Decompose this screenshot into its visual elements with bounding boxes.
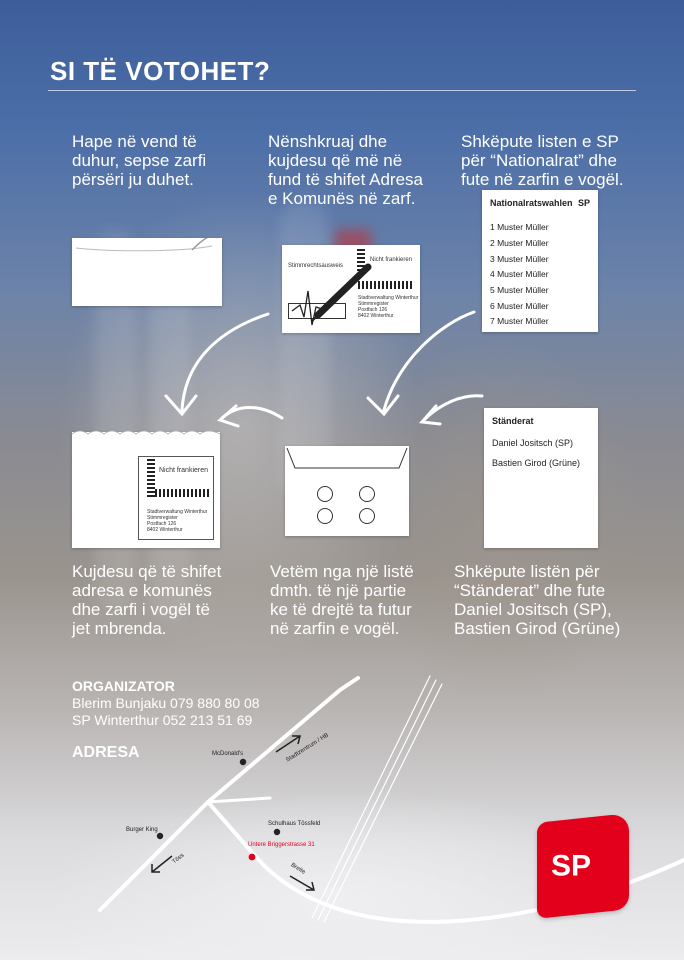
step-6-text: Shkëpute listën për “Ständerat” dhe fute Daniel Jositsch (SP), Bastien Girod (Grüne) [454, 562, 621, 638]
list-item: 3 Muster Müller [490, 254, 549, 264]
return-envelope-stamp: Nicht frankieren [159, 467, 209, 474]
map-label-destination: Untere Briggerstrasse 31 [248, 842, 315, 848]
list-item: 7 Muster Müller [490, 316, 549, 326]
step-4-text: Kujdesu që të shifet adresa e komunës dhe zarfi i vogël të jet mbrenda. [72, 562, 222, 638]
list-item: 5 Muster Müller [490, 285, 549, 295]
step-1-text: Hape në vend të duhur, sepse zarfi përsëri ju duhet. [72, 132, 207, 189]
map-road [208, 798, 270, 802]
map-marker-mcdonalds [240, 759, 246, 765]
map-rail [312, 676, 430, 918]
direction-arrow-icon [152, 856, 172, 872]
map-marker-burger-king [157, 833, 163, 839]
map-marker-schulhaus [274, 829, 280, 835]
address-heading: ADRESA [72, 744, 140, 761]
direction-arrow-icon [276, 736, 300, 752]
page-title: SI TË VOTOHET? [50, 56, 271, 86]
voting-card-label: Stimmrechtsausweis [288, 263, 344, 269]
map-marker-destination [249, 854, 256, 861]
map-label-breite: Breite [289, 862, 307, 876]
list-item: 1 Muster Müller [490, 222, 549, 232]
map-label-stadtzentrum: Stadtzentrum / HB [285, 732, 330, 764]
map-rail [324, 684, 442, 922]
voting-card-stamp: Nicht frankieren [370, 257, 413, 263]
nationalrat-list-title: Nationalratswahlen [490, 198, 573, 208]
map-label-toess: Töss [171, 852, 186, 866]
organizer-line: SP Winterthur 052 213 51 69 [72, 712, 253, 728]
organizer-line: Blerim Bunjaku 079 880 80 08 [72, 695, 260, 711]
voting-card-address: Stadtverwaltung Winterthur Stimmregister Postfach 126 8402 Winterthur [358, 295, 419, 319]
return-envelope-address: Stadtverwaltung Winterthur Stimmregister Postfach 126 8402 Winterthur [147, 509, 208, 533]
step-3-text: Shkëpute listen e SP për “Nationalrat” dhe fute në zarfin e vogël. [461, 132, 624, 189]
step-5-text: Vetëm nga një listë dmth. të një partie ke të drejtë ta futur në zarfin e vogël. [270, 562, 414, 638]
map-label-burger-king: Burger King [126, 827, 158, 833]
sp-logo-text: SP [551, 849, 592, 883]
sp-logo [537, 813, 629, 919]
list-item: 6 Muster Müller [490, 301, 549, 311]
map-road [100, 678, 358, 910]
organizer-heading: ORGANIZATOR [72, 678, 175, 694]
staenderat-list-title: Ständerat [492, 416, 534, 426]
list-item: 2 Muster Müller [490, 238, 549, 248]
list-item: 4 Muster Müller [490, 269, 549, 279]
map-label-mcdonalds: McDonald's [212, 751, 244, 757]
map-label-schulhaus: Schulhaus Tössfeld [268, 821, 321, 827]
map-rail [318, 680, 436, 920]
list-item: Daniel Jositsch (SP) [492, 438, 574, 448]
list-item: Bastien Girod (Grüne) [492, 458, 581, 468]
nationalrat-list-party: SP [578, 198, 591, 208]
step-2-text: Nënshkruaj dhe kujdesu që më në fund të shifet Adresa e Komunës në zarf. [268, 132, 423, 208]
